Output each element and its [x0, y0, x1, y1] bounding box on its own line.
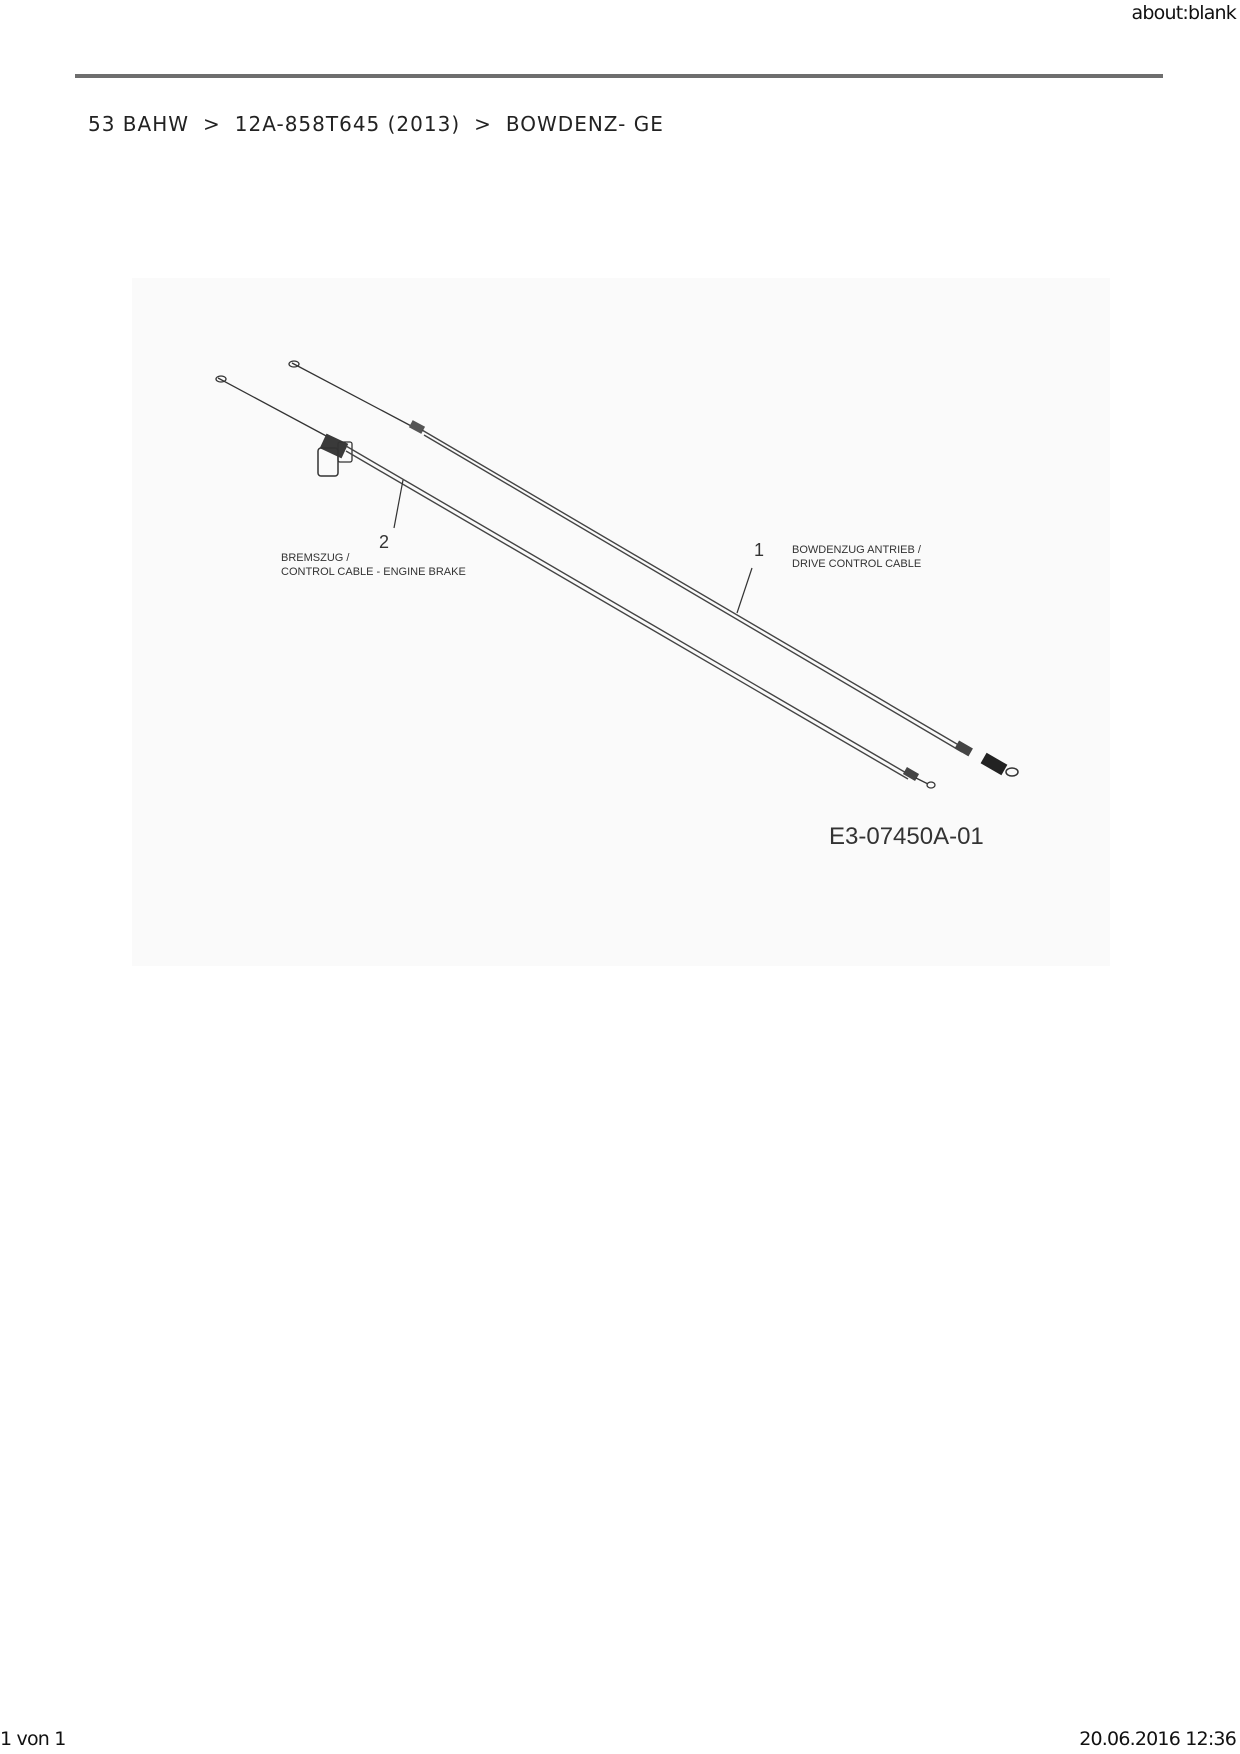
print-datetime: 20.06.2016 12:36 [1079, 1728, 1236, 1750]
callout-2-number: 2 [379, 532, 390, 552]
breadcrumb-separator: > [203, 112, 221, 136]
breadcrumb [88, 112, 664, 136]
parts-diagram [132, 278, 1110, 966]
print-header-url: about:blank [1131, 2, 1236, 24]
cable-clip [318, 434, 352, 476]
breadcrumb-item-variant[interactable]: 12A-858T645 (2013) [234, 112, 461, 136]
engine-brake-cable [216, 376, 935, 788]
header-divider [75, 74, 1163, 78]
breadcrumb-item-current: BOWDENZ- GE [505, 112, 664, 136]
figure-code: E3-07450A-01 [829, 823, 984, 850]
callout-2-label-line2: CONTROL CABLE - ENGINE BRAKE [281, 566, 466, 578]
callout-1-label-line1: BOWDENZUG ANTRIEB / [792, 544, 921, 556]
callout-1 [737, 540, 922, 613]
callout-2-label-line1: BREMSZUG / [281, 552, 350, 564]
callout-1-label-line2: DRIVE CONTROL CABLE [792, 558, 922, 570]
callout-1-number: 1 [754, 540, 765, 560]
breadcrumb-item-model[interactable]: 53 BAHW [88, 112, 190, 136]
page-counter: 1 von 1 [0, 1728, 66, 1750]
cable-drawing [132, 278, 1110, 966]
breadcrumb-separator: > [474, 112, 492, 136]
callout-2 [281, 480, 466, 578]
